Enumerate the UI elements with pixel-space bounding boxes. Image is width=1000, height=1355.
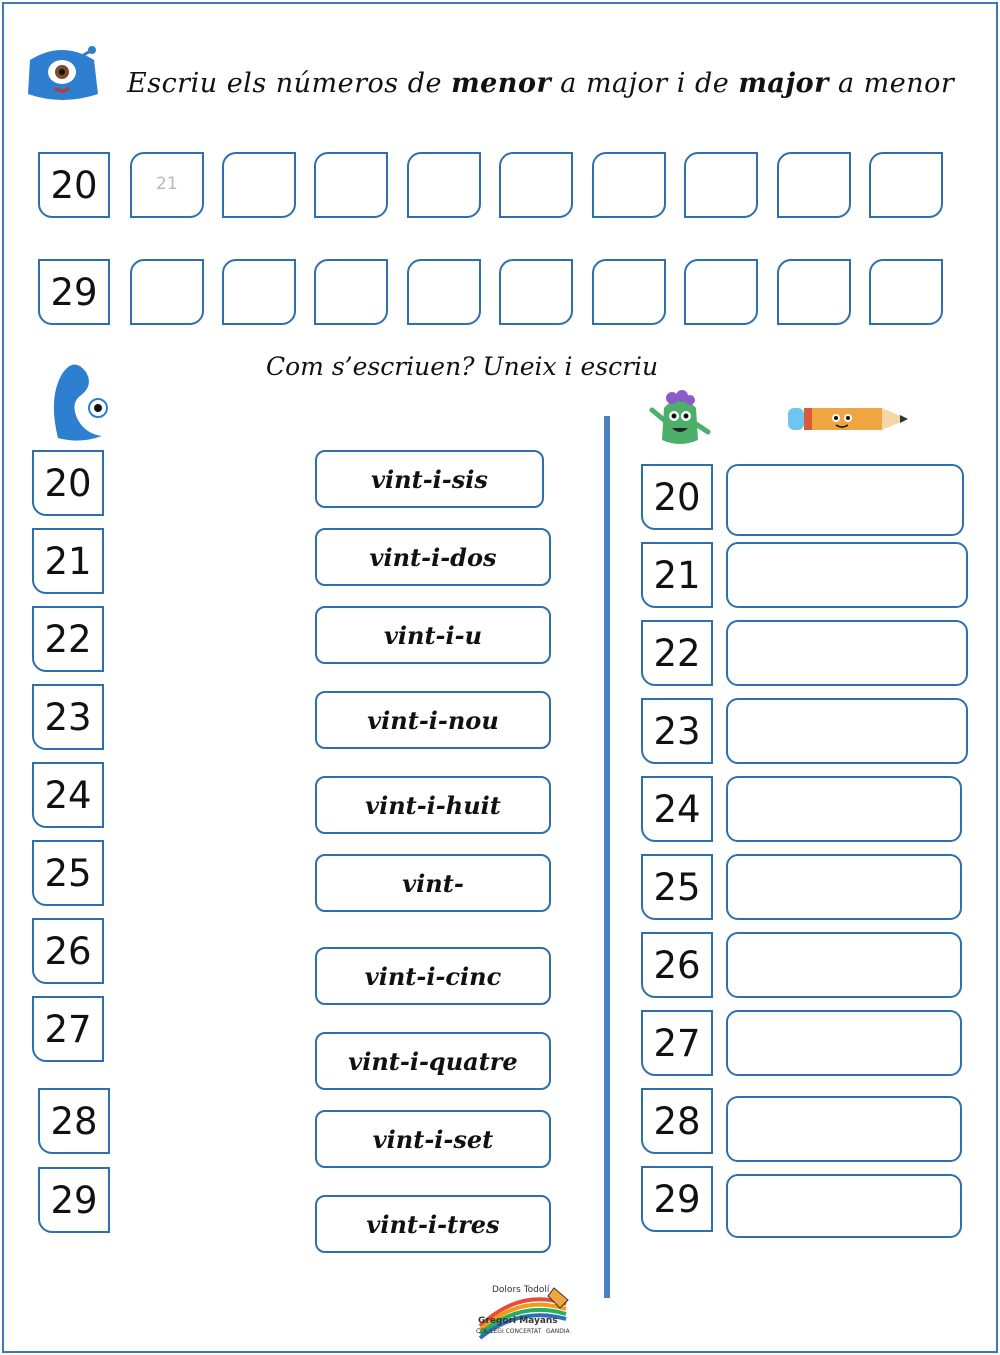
word-box[interactable]: vint-i-nou — [315, 691, 551, 749]
sequence-start-box: 20 — [38, 152, 110, 218]
match-number-box: 28 — [38, 1088, 110, 1154]
sequence-blank-box[interactable] — [777, 152, 851, 218]
word-box[interactable]: vint-i-sis — [315, 450, 544, 508]
match-number-box: 21 — [32, 528, 104, 594]
pencil-icon — [786, 400, 912, 440]
write-number-box: 27 — [641, 1010, 713, 1076]
green-monster-icon — [648, 390, 712, 450]
write-number-box: 21 — [641, 542, 713, 608]
sequence-blank-box[interactable] — [684, 259, 758, 325]
write-number-box: 24 — [641, 776, 713, 842]
write-number-box: 20 — [641, 464, 713, 530]
answer-field[interactable] — [726, 1096, 962, 1162]
write-number-box: 25 — [641, 854, 713, 920]
match-number-box: 24 — [32, 762, 104, 828]
write-number-box: 23 — [641, 698, 713, 764]
sequence-start-box: 29 — [38, 259, 110, 325]
sequence-blank-box[interactable] — [684, 152, 758, 218]
answer-field[interactable] — [726, 620, 968, 686]
word-box[interactable]: vint-i-huit — [315, 776, 551, 834]
answer-field[interactable] — [726, 698, 968, 764]
answer-field[interactable] — [726, 776, 962, 842]
match-number-box: 25 — [32, 840, 104, 906]
word-box[interactable]: vint-i-tres — [315, 1195, 551, 1253]
word-box[interactable]: vint- — [315, 854, 551, 912]
write-number-box: 22 — [641, 620, 713, 686]
logo-line-4: GANDIA — [546, 1328, 570, 1335]
logo-line-1: Dolors Todolí — [492, 1285, 550, 1295]
sequence-blank-box[interactable] — [592, 259, 666, 325]
match-number-box: 20 — [32, 450, 104, 516]
logo-line-2: Gregori Mayans — [478, 1316, 558, 1326]
answer-field[interactable] — [726, 1174, 962, 1238]
sequence-blank-box[interactable] — [407, 152, 481, 218]
match-number-box: 23 — [32, 684, 104, 750]
column-divider — [604, 416, 610, 1298]
sequence-blank-box[interactable] — [222, 152, 296, 218]
sequence-blank-box[interactable] — [222, 259, 296, 325]
word-box[interactable]: vint-i-u — [315, 606, 551, 664]
sequence-blank-box[interactable] — [314, 259, 388, 325]
sequence-blank-box[interactable] — [592, 152, 666, 218]
section-subtitle: Com s’escriuen? Uneix i escriu — [266, 352, 659, 381]
answer-field[interactable] — [726, 542, 968, 608]
page-title: Escriu els números de menor a major i de major a menor — [127, 68, 955, 99]
sequence-blank-box[interactable] — [869, 152, 943, 218]
word-box[interactable]: vint-i-dos — [315, 528, 551, 586]
match-number-box: 27 — [32, 996, 104, 1062]
school-logo — [470, 1282, 580, 1348]
sequence-blank-box[interactable] — [314, 152, 388, 218]
hint-number: 21 — [156, 174, 178, 194]
word-box[interactable]: vint-i-set — [315, 1110, 551, 1168]
sequence-blank-box[interactable] — [407, 259, 481, 325]
answer-field[interactable] — [726, 932, 962, 998]
write-number-box: 26 — [641, 932, 713, 998]
sequence-blank-box[interactable] — [499, 259, 573, 325]
write-number-box: 28 — [641, 1088, 713, 1154]
match-number-box: 29 — [38, 1167, 110, 1233]
sequence-blank-box[interactable] — [499, 152, 573, 218]
word-box[interactable]: vint-i-cinc — [315, 947, 551, 1005]
match-number-box: 26 — [32, 918, 104, 984]
answer-field[interactable] — [726, 854, 962, 920]
blue-monster-icon — [22, 42, 102, 104]
write-number-box: 29 — [641, 1166, 713, 1232]
answer-field[interactable] — [726, 464, 964, 536]
answer-field[interactable] — [726, 1010, 962, 1076]
tentacle-monster-icon — [40, 358, 114, 442]
word-box[interactable]: vint-i-quatre — [315, 1032, 551, 1090]
match-number-box: 22 — [32, 606, 104, 672]
sequence-blank-box[interactable] — [869, 259, 943, 325]
sequence-blank-box[interactable] — [777, 259, 851, 325]
logo-line-3: COL·LEGI CONCERTAT — [476, 1328, 542, 1335]
sequence-blank-box[interactable] — [130, 259, 204, 325]
